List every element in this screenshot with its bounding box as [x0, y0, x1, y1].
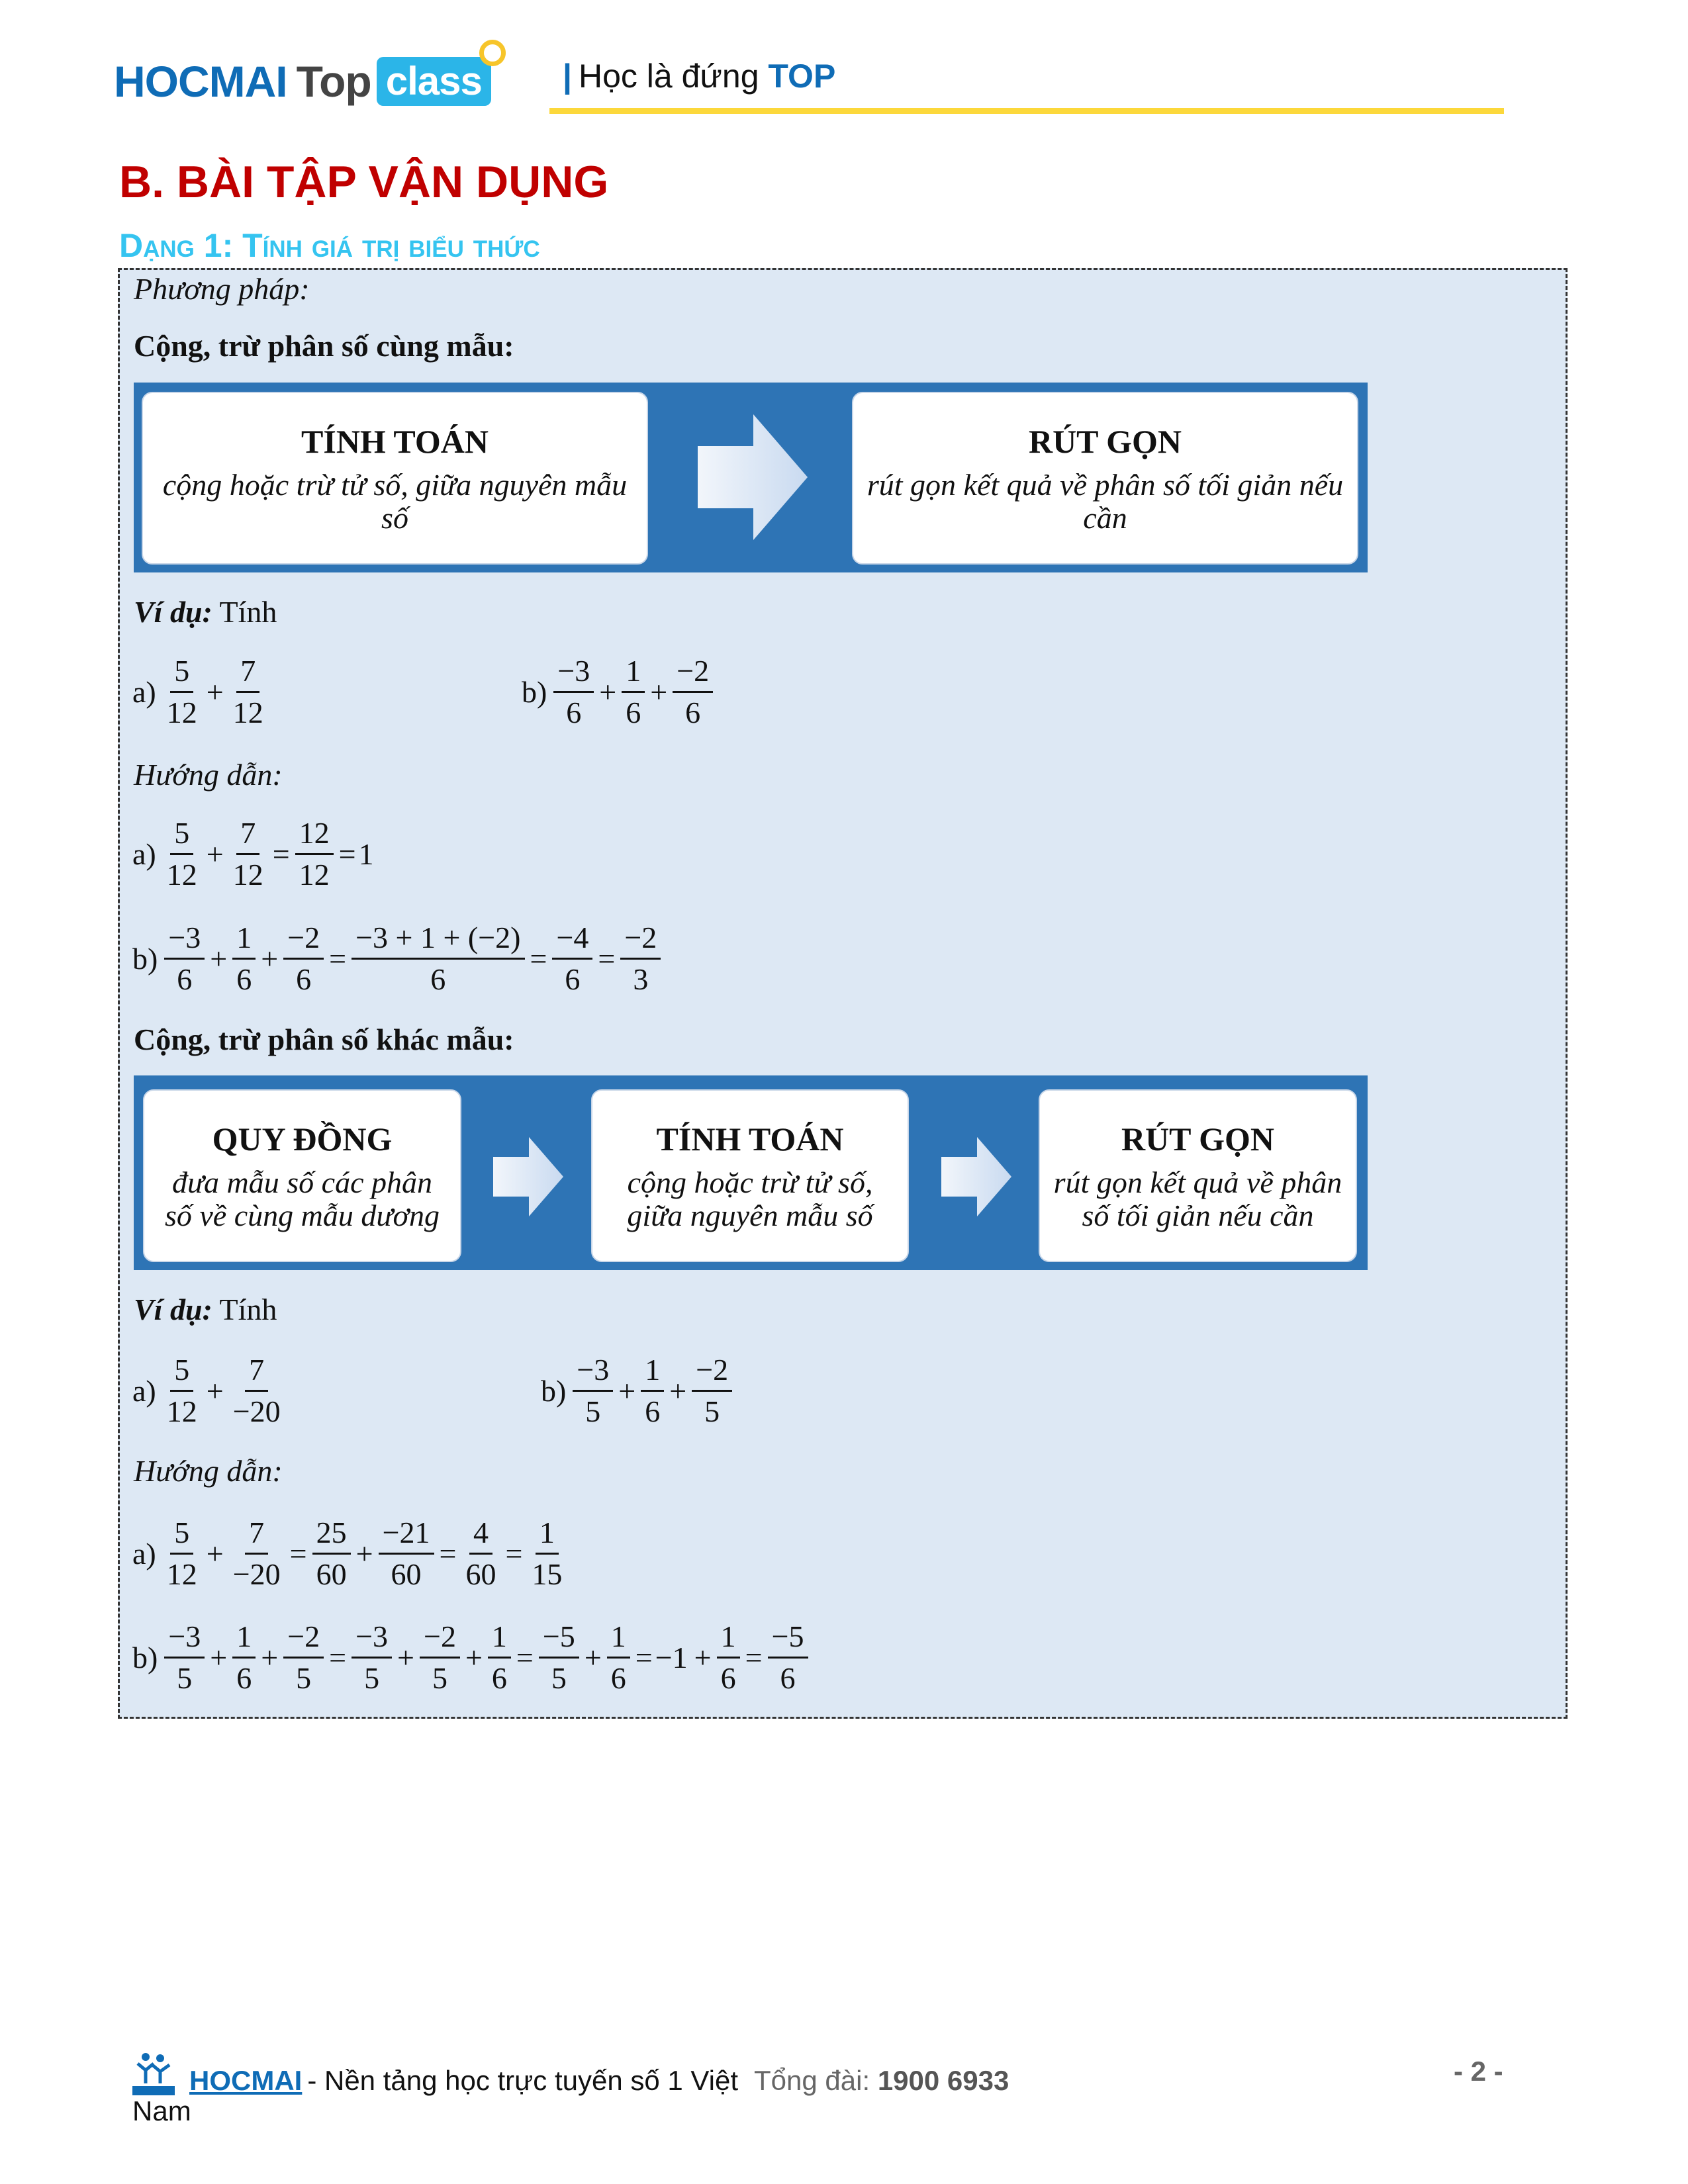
operator: + [206, 1537, 224, 1570]
fraction [488, 1617, 511, 1698]
numerator: −3 [164, 918, 205, 960]
expr-text: b) [132, 1641, 158, 1674]
logo-class-text: class [385, 59, 482, 103]
part1-solution-b [132, 918, 663, 999]
denominator: 12 [232, 858, 263, 891]
footer [132, 2050, 1009, 2097]
numerator: 4 [469, 1513, 492, 1555]
numerator: −3 [573, 1350, 613, 1392]
hocmai-topclass-logo [114, 52, 491, 111]
denominator: −20 [232, 1557, 281, 1591]
operator: = [329, 942, 347, 976]
denominator: −20 [232, 1394, 281, 1428]
numerator: 1 [232, 1617, 256, 1659]
denominator: 12 [166, 1557, 197, 1591]
fraction [163, 1350, 201, 1432]
numerator: 1 [717, 1617, 740, 1659]
numerator: 7 [236, 651, 259, 693]
fraction [229, 813, 267, 895]
operator: = [598, 942, 616, 976]
operator: = [530, 942, 547, 976]
expr-text: b) [132, 942, 158, 976]
expr-text: a) [132, 837, 156, 871]
numerator: −2 [620, 918, 661, 960]
denominator: 12 [166, 1394, 197, 1428]
example-label: Ví dụ: [134, 1293, 212, 1326]
fraction [163, 1513, 201, 1594]
fraction [295, 813, 334, 895]
fraction [553, 651, 594, 733]
operator: + [206, 837, 224, 871]
page-number: - 2 - [1454, 2056, 1503, 2087]
operator: + [261, 1641, 279, 1674]
footer-tagline-cont: Nam [132, 2095, 191, 2126]
part2-example-label [134, 1292, 277, 1327]
denominator: 5 [585, 1394, 601, 1428]
operator: = [338, 837, 356, 871]
fraction [352, 1617, 392, 1698]
fraction [717, 1617, 740, 1698]
numerator: 1 [232, 918, 256, 960]
part2-solution-a [132, 1513, 569, 1594]
fraction [164, 918, 205, 999]
part1-example-a [132, 651, 270, 733]
fraction [620, 918, 661, 999]
fraction [420, 1617, 460, 1698]
numerator: −3 + 1 + (−2) [352, 918, 524, 960]
numerator: −3 [164, 1617, 205, 1659]
numerator: −2 [420, 1617, 460, 1659]
fraction [539, 1617, 579, 1698]
fraction [312, 1513, 351, 1594]
part2-solution-b [132, 1617, 811, 1698]
denominator: 5 [704, 1394, 720, 1428]
denominator: 6 [491, 1661, 507, 1695]
denominator: 5 [364, 1661, 380, 1695]
denominator: 3 [633, 962, 649, 996]
part2-heading: Cộng, trừ phân số khác mẫu: [134, 1023, 514, 1056]
denominator: 60 [391, 1557, 422, 1591]
denominator: 6 [780, 1661, 796, 1695]
operator: + [397, 1641, 414, 1674]
denominator: 6 [430, 962, 446, 996]
example-word: Tính [219, 595, 277, 629]
numerator: 1 [536, 1513, 559, 1555]
part1-heading: Cộng, trừ phân số cùng mẫu: [134, 329, 514, 363]
denominator: 6 [296, 962, 312, 996]
numerator: −5 [539, 1617, 579, 1659]
numerator: −3 [352, 1617, 392, 1659]
operator: + [355, 1537, 373, 1570]
numerator: 25 [312, 1513, 351, 1555]
operator: + [669, 1374, 687, 1408]
operator: + [210, 1641, 228, 1674]
logo-main: HOCMAI [114, 57, 287, 106]
part1-step-reduce [852, 392, 1358, 565]
denominator: 6 [236, 1661, 252, 1695]
step-title: RÚT GỌN [1121, 1120, 1275, 1158]
fraction [283, 918, 324, 999]
expr-text: 1 [358, 837, 374, 871]
numerator: 5 [170, 1350, 193, 1392]
arrow-right-icon [941, 1137, 1011, 1216]
part2-step-compute [591, 1089, 909, 1262]
operator: = [745, 1641, 763, 1674]
step-desc: cộng hoặc trừ tử số, giữa nguyên mẫu số [627, 1165, 873, 1232]
part1-step-compute [142, 392, 648, 565]
denominator: 6 [685, 696, 701, 729]
example-word: Tính [219, 1293, 277, 1326]
numerator: −2 [283, 1617, 324, 1659]
fraction [573, 1350, 613, 1432]
numerator: −2 [673, 651, 713, 693]
step-desc: rút gọn kết quả về phân số tối giản nếu cần [867, 467, 1344, 535]
denominator: 6 [565, 962, 581, 996]
part2-guide-label: Hướng dẫn: [134, 1454, 283, 1488]
denominator: 6 [236, 962, 252, 996]
fraction [163, 813, 201, 895]
subtitle: Dạng 1: Tính giá trị biểu thức [119, 227, 540, 264]
fraction [232, 918, 256, 999]
footer-tagline: - Nền tảng học trực tuyến số 1 Việt [307, 2065, 739, 2096]
tagline-top: TOP [768, 58, 836, 95]
step-title: TÍNH TOÁN [656, 1120, 844, 1158]
operator: = [289, 1537, 307, 1570]
numerator: 5 [170, 1513, 193, 1555]
denominator: 6 [177, 962, 193, 996]
numerator: 12 [295, 813, 334, 855]
operator: + [465, 1641, 483, 1674]
fraction [641, 1350, 664, 1432]
phone-label: Tổng đài: [754, 2065, 870, 2096]
numerator: 7 [245, 1513, 268, 1555]
part2-step-reduce [1039, 1089, 1357, 1262]
denominator: 60 [316, 1557, 347, 1591]
numerator: 5 [170, 813, 193, 855]
fraction [229, 1513, 285, 1594]
expr-text: b) [541, 1374, 567, 1408]
step-desc: rút gọn kết quả về phân số tối giản nếu cần [1053, 1165, 1342, 1232]
operator: + [261, 942, 279, 976]
step-title: TÍNH TOÁN [301, 422, 489, 460]
tagline-bar: | [563, 58, 572, 95]
expr-text: a) [132, 1374, 156, 1408]
numerator: 5 [170, 651, 193, 693]
part1-example-b [522, 651, 716, 733]
numerator: 1 [488, 1617, 511, 1659]
part1-example-label [134, 594, 277, 629]
numerator: −3 [553, 651, 594, 693]
fraction [229, 1350, 285, 1432]
method-label: Phương pháp: [134, 272, 310, 306]
numerator: −2 [283, 918, 324, 960]
operator: + [206, 675, 224, 709]
operator: = [516, 1641, 534, 1674]
expr-text: −1 [655, 1641, 688, 1674]
step-title: QUY ĐỒNG [212, 1120, 393, 1158]
arrow-right-icon [698, 414, 808, 540]
operator: + [618, 1374, 636, 1408]
step-desc: cộng hoặc trừ tử số, giữa nguyên mẫu số [162, 467, 628, 535]
phone-number: 1900 6933 [877, 2065, 1009, 2096]
numerator: 1 [622, 651, 645, 693]
fraction [232, 1617, 256, 1698]
numerator: −2 [692, 1350, 732, 1392]
hocmai-people-logo-icon [132, 2050, 175, 2097]
denominator: 6 [645, 1394, 661, 1428]
part2-example-b [541, 1350, 735, 1432]
star-badge-icon [479, 40, 506, 66]
fraction [379, 1513, 434, 1594]
step-title: RÚT GỌN [1028, 422, 1182, 460]
part2-example-a [132, 1350, 287, 1432]
fraction [607, 1617, 630, 1698]
section-title: B. BÀI TẬP VẬN DỤNG [119, 157, 609, 207]
denominator: 5 [296, 1661, 312, 1695]
denominator: 60 [465, 1557, 496, 1591]
fraction [461, 1513, 500, 1594]
fraction [163, 651, 201, 733]
part1-solution-a [132, 813, 378, 895]
denominator: 12 [232, 696, 263, 729]
expr-text: b) [522, 675, 547, 709]
fraction [692, 1350, 732, 1432]
operator: = [439, 1537, 457, 1570]
operator: + [599, 675, 617, 709]
denominator: 6 [626, 696, 641, 729]
numerator: 7 [236, 813, 259, 855]
part1-guide-label: Hướng dẫn: [134, 758, 283, 792]
numerator: −4 [552, 918, 592, 960]
fraction [164, 1617, 205, 1698]
expr-text: a) [132, 675, 156, 709]
denominator: 15 [532, 1557, 563, 1591]
operator: + [650, 675, 668, 709]
fraction [622, 651, 645, 733]
footer-phone [754, 2065, 1009, 2097]
fraction [283, 1617, 324, 1698]
denominator: 5 [551, 1661, 567, 1695]
operator: = [505, 1537, 523, 1570]
logo-class [377, 57, 491, 106]
header-divider [549, 108, 1504, 114]
numerator: 1 [607, 1617, 630, 1659]
fraction [229, 651, 267, 733]
arrow-right-icon [493, 1137, 563, 1216]
operator: = [272, 837, 290, 871]
step-desc: đưa mẫu số các phân số về cùng mẫu dương [164, 1165, 440, 1232]
denominator: 12 [166, 696, 197, 729]
denominator: 6 [610, 1661, 626, 1695]
numerator: 7 [245, 1350, 268, 1392]
denominator: 5 [177, 1661, 193, 1695]
denominator: 6 [566, 696, 582, 729]
fraction [552, 918, 592, 999]
part2-step-common-denominator [143, 1089, 461, 1262]
operator: + [206, 1374, 224, 1408]
operator: = [329, 1641, 347, 1674]
fraction [768, 1617, 808, 1698]
example-label: Ví dụ: [134, 595, 212, 629]
operator: + [694, 1641, 712, 1674]
denominator: 12 [299, 858, 330, 891]
tagline [563, 57, 835, 95]
denominator: 6 [720, 1661, 736, 1695]
operator: + [210, 942, 228, 976]
operator: = [635, 1641, 653, 1674]
logo-top: Top [296, 57, 371, 106]
numerator: −21 [379, 1513, 434, 1555]
numerator: −5 [768, 1617, 808, 1659]
denominator: 12 [166, 858, 197, 891]
expr-text: a) [132, 1537, 156, 1570]
fraction [352, 918, 524, 999]
numerator: 1 [641, 1350, 664, 1392]
tagline-text: Học là đứng [579, 58, 759, 95]
fraction [673, 651, 713, 733]
hocmai-link[interactable]: HOCMAI [189, 2065, 303, 2096]
operator: + [584, 1641, 602, 1674]
denominator: 5 [432, 1661, 447, 1695]
fraction [528, 1513, 566, 1594]
